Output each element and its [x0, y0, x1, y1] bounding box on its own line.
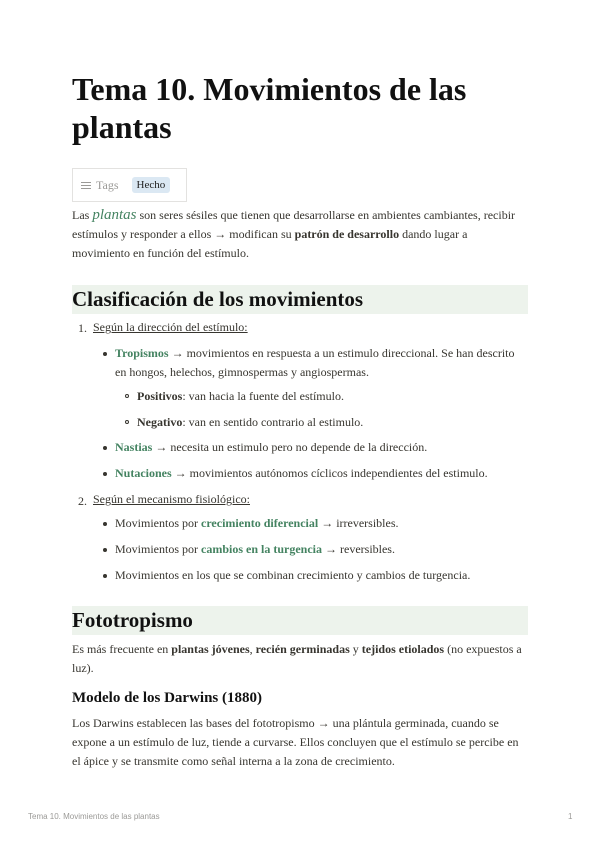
bullet [103, 352, 107, 356]
list-item [115, 438, 427, 457]
sub-bullet [125, 394, 129, 398]
term-nastias: Nastias [115, 440, 153, 454]
bold-term: plantas jóvenes [171, 642, 250, 656]
list-icon [81, 180, 91, 191]
para-text: (no expuestos a luz). [72, 642, 522, 675]
bullet [103, 548, 107, 552]
intro-paragraph [72, 206, 528, 263]
item-text: → reversibles. [322, 542, 395, 556]
para-text: Es más frecuente en [72, 642, 172, 656]
list-item [115, 344, 525, 382]
list-item [115, 540, 395, 559]
bullet [103, 574, 107, 578]
para-text: y [349, 642, 362, 656]
intro-text: son seres sésiles que tienen que desarrollarse en ambientes cambiantes, recibir estímulos y responder a ellos → modifican su [72, 208, 516, 241]
intro-text: Las [72, 208, 93, 222]
item-text: Movimientos por [115, 516, 201, 530]
list-item [115, 514, 399, 533]
term-nutaciones: Nutaciones [115, 466, 172, 480]
term-tropismos: Tropismos [115, 346, 169, 360]
item-text: → movimientos en respuesta a un estimulo direccional. Se han descrito en hongos, helechos, gimnospermas y angiospermas. [115, 346, 515, 379]
intro-text: dando lugar a movimiento en función del estímulo. [72, 227, 468, 260]
heading-fototropismo: Fototropismo [72, 606, 528, 635]
page-title: Tema 10. Movimientos de las plantas [72, 71, 467, 145]
footer-page-number: 1 [568, 812, 573, 821]
para-text: , [249, 642, 256, 656]
plantas-highlight: plantas [92, 207, 137, 223]
list-item-label: Según la dirección del estímulo: [93, 320, 248, 334]
bullet [103, 472, 107, 476]
term-crecimiento: crecimiento diferencial [201, 516, 319, 530]
list-item [115, 464, 488, 483]
tag-badge[interactable]: Hecho [132, 177, 171, 193]
item-text: : van hacia la fuente del estímulo. [182, 389, 344, 403]
tags-property[interactable] [72, 168, 187, 202]
item-text: → irreversibles. [318, 516, 399, 530]
list-item: Movimientos en los que se combinan crecimiento y cambios de turgencia. [115, 568, 471, 582]
list-item [137, 387, 344, 406]
darwins-paragraph: Los Darwins establecen las bases del fototropismo → una plántula germinada, cuando se expone a un estímulo de luz, tiende a curvarse. Ellos concluyen que el estímulo se percibe en el ápice y se transmite como señal interna a la zona de crecimiento. [72, 716, 519, 768]
tags-label: Tags [96, 177, 119, 192]
bullet [103, 446, 107, 450]
bullet [103, 522, 107, 526]
term-negativo: Negativo [137, 415, 183, 429]
list-item-label: Según el mecanismo fisiológico: [93, 492, 250, 506]
heading-darwins: Modelo de los Darwins (1880) [72, 690, 262, 706]
item-text: → necesita un estimulo pero no depende de la dirección. [152, 440, 428, 454]
item-text: Movimientos por [115, 542, 201, 556]
fototropismo-paragraph [72, 640, 528, 678]
term-positivos: Positivos [137, 389, 183, 403]
item-text: : van en sentido contrario al estimulo. [182, 415, 364, 429]
list-number: 1. [78, 321, 87, 335]
sub-bullet [125, 420, 129, 424]
heading-clasificacion: Clasificación de los movimientos [72, 285, 528, 314]
list-item [137, 413, 363, 432]
bold-term: tejidos etiolados [361, 642, 445, 656]
patron-bold: patrón de desarrollo [294, 227, 400, 241]
bold-term: recién germinadas [255, 642, 350, 656]
list-number: 2. [78, 494, 87, 508]
term-turgencia: cambios en la turgencia [201, 542, 322, 556]
item-text: → movimientos autónomos cíclicos independientes del estimulo. [171, 466, 488, 480]
footer-title: Tema 10. Movimientos de las plantas [28, 812, 160, 821]
